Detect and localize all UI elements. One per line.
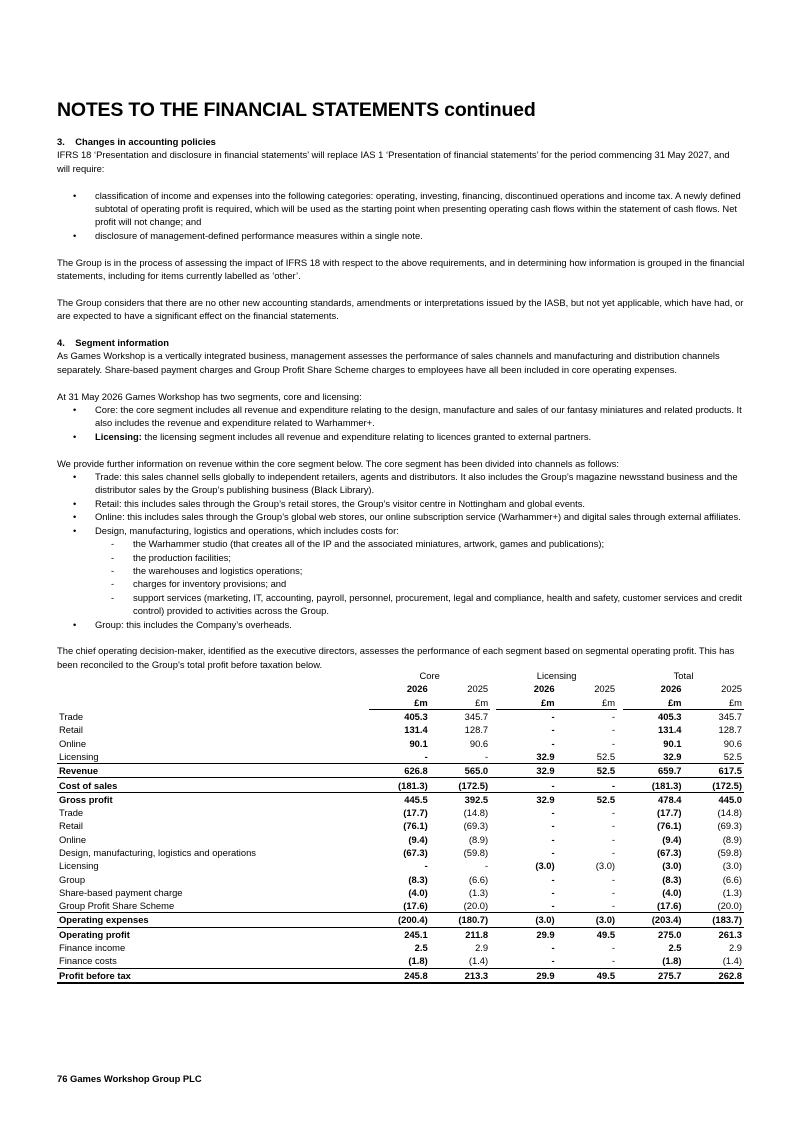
table-row	[57, 806, 744, 819]
table-cell: (172.5)	[430, 778, 490, 792]
year-header-row	[57, 682, 744, 695]
page-title: NOTES TO THE FINANCIAL STATEMENTS continued	[57, 99, 536, 121]
year-header: 2025	[594, 683, 616, 695]
table-cell: -	[551, 737, 555, 749]
table-cell: -	[424, 860, 428, 872]
table-cell: 478.4	[623, 792, 683, 806]
row-label: Retail	[59, 724, 83, 736]
table-cell: (4.0)	[408, 886, 428, 898]
list-item: • Core: the core segment includes all revenue and expenditure relating to the design, manufacture and sales of our fantasy miniatures and related products. It also includes the revenue and expenditure related to Warhammer+.	[57, 403, 745, 430]
table-cell: 262.8	[684, 968, 744, 983]
row-label: Share-based payment charge	[59, 886, 183, 898]
list-item: - support services (marketing, IT, accounting, payroll, personnel, procurement, legal and compliance, health and safety, customer services and credit control) provided to activities across the Group.	[77, 591, 745, 618]
table-cell: -	[551, 886, 555, 898]
list-item	[57, 430, 745, 443]
table-cell: -	[611, 955, 616, 967]
table-cell: 2.9	[475, 942, 489, 954]
table-cell: -	[611, 900, 616, 912]
row-label: Online	[59, 833, 87, 845]
table-cell: (6.6)	[468, 873, 489, 885]
segments-intro: At 31 May 2026 Games Workshop has two segments, core and licensing:	[57, 390, 362, 402]
table-cell: -	[557, 778, 617, 792]
table-cell: 245.8	[369, 968, 429, 983]
table-cell: (1.8)	[662, 955, 682, 967]
table-cell: (3.0)	[662, 860, 682, 872]
segment-table	[57, 669, 744, 984]
table-cell: 128.7	[464, 724, 489, 736]
section-3-paragraph-2: The Group is in the process of assessing the impact of IFRS 18 with respect to the above requirements, and in determining how information is grouped in the financial statements, including for items currently labelled as ‘other’.	[57, 256, 745, 282]
table-cell: (76.1)	[403, 820, 428, 832]
table-row	[57, 859, 744, 872]
ifrs18-requirements-list	[57, 189, 745, 243]
table-cell: (17.7)	[657, 807, 682, 819]
table-cell: -	[611, 833, 616, 845]
group-header-row	[57, 669, 744, 682]
table-cell: -	[551, 942, 555, 954]
table-cell: -	[611, 724, 616, 736]
row-label: Operating expenses	[57, 913, 369, 927]
table-cell: 128.7	[718, 724, 742, 736]
table-cell: 90.1	[409, 737, 428, 749]
table-row	[57, 927, 744, 941]
table-cell: 617.5	[684, 764, 744, 778]
year-header: 2025	[467, 683, 489, 695]
table-row	[57, 886, 744, 899]
group-header-total: Total	[673, 670, 694, 682]
table-row	[57, 736, 744, 749]
table-cell: -	[485, 860, 489, 872]
table-row	[57, 764, 744, 778]
table-row	[57, 750, 744, 764]
design-cost-list	[77, 537, 745, 617]
row-label: Gross profit	[57, 792, 369, 806]
table-cell: -	[611, 886, 616, 898]
list-item: - charges for inventory provisions; and	[77, 577, 745, 590]
table-cell: (6.6)	[722, 873, 742, 885]
table-cell: -	[551, 847, 555, 858]
table-cell: -	[611, 820, 616, 832]
list-item: • Trade: this sales channel sells globally to independent retailers, agents and distributors. It also includes the Group’s magazine newsstand business and the distributor sales by the Group’s publishing business (Black Library).	[57, 470, 745, 497]
design-channel-text: Design, manufacturing, logistics and operations, which includes costs for:	[95, 524, 399, 536]
table-cell: 32.9	[536, 750, 555, 762]
table-cell: -	[551, 955, 555, 967]
table-cell: -	[551, 900, 555, 912]
table-row	[57, 723, 744, 736]
table-cell: 245.1	[369, 927, 429, 941]
row-label: Trade	[59, 710, 84, 722]
table-cell: (181.3)	[369, 778, 429, 792]
segments-list	[57, 403, 745, 443]
table-cell: 445.5	[369, 792, 429, 806]
table-cell: 659.7	[623, 764, 683, 778]
table-row	[57, 954, 744, 968]
table-cell: 405.3	[658, 711, 682, 723]
table-cell: 32.9	[496, 792, 556, 806]
table-cell: 32.9	[496, 764, 556, 778]
table-cell: 345.7	[718, 711, 742, 723]
table-cell: 49.5	[557, 968, 617, 983]
section-4-heading: 4. Segment information	[57, 337, 169, 349]
table-cell: (3.0)	[595, 860, 616, 872]
page-footer: 76 Games Workshop Group PLC	[57, 1073, 202, 1084]
list-item: • classification of income and expenses into the following categories: operating, investing, financing, discontinued operations and income tax. A newly defined subtotal of operating profit is required, which will be used as the starting point when presenting operating cash flows within the statement of cash flows. Net profit will not change; and	[57, 189, 745, 229]
table-row	[57, 819, 744, 832]
table-cell: (76.1)	[657, 820, 682, 832]
unit-header: £m	[623, 696, 683, 710]
table-cell: (1.3)	[468, 886, 489, 898]
table-cell: (1.8)	[408, 955, 428, 967]
table-cell: 52.5	[557, 792, 617, 806]
table-row	[57, 846, 744, 859]
list-item	[57, 524, 745, 618]
table-cell: 392.5	[430, 792, 490, 806]
row-label: Licensing	[59, 860, 99, 872]
table-cell: -	[611, 942, 616, 954]
row-label: Finance costs	[59, 955, 117, 967]
list-item: - the production facilities;	[77, 551, 745, 564]
row-label: Design, manufacturing, logistics and operations	[59, 847, 256, 858]
table-cell: (69.3)	[463, 820, 489, 832]
list-item: • Retail: this includes sales through the Group’s retail stores, the Group’s visitor centre in Nottingham and global events.	[57, 497, 745, 510]
channels-list	[57, 470, 745, 631]
table-cell: 131.4	[658, 724, 682, 736]
table-cell: -	[551, 807, 555, 819]
table-cell: (4.0)	[662, 886, 682, 898]
table-cell: 213.3	[430, 968, 490, 983]
section-4-intro: As Games Workshop is a vertically integrated business, management assesses the performance of sales channels and manufacturing and distribution channels separately. Share-based payment charges and Group Profit Share Scheme charges to employees have all been included in core operating expenses.	[57, 350, 720, 375]
section-3-intro: IFRS 18 ‘Presentation and disclosure in financial statements’ will replace IAS 1 ‘Presentation of financial statements’ for the period commencing 31 May 2027, and will require:	[57, 149, 730, 174]
table-cell: (3.0)	[496, 913, 556, 927]
table-cell: 275.0	[623, 927, 683, 941]
table-cell: -	[551, 833, 555, 845]
table-row	[57, 778, 744, 792]
table-cell: -	[496, 778, 556, 792]
table-cell: 211.8	[430, 927, 490, 941]
year-header: 2025	[721, 683, 742, 695]
table-row	[57, 872, 744, 885]
table-cell: (183.7)	[684, 913, 744, 927]
row-label: Group Profit Share Scheme	[59, 900, 175, 912]
table-cell: 90.6	[723, 737, 742, 749]
table-cell: (17.6)	[657, 900, 682, 912]
table-cell: (20.0)	[717, 900, 742, 912]
table-cell: (67.3)	[403, 847, 428, 858]
table-cell: (17.7)	[403, 807, 428, 819]
list-item: - the Warhammer studio (that creates all of the IP and the associated miniatures, artwork, games and publications);	[77, 537, 745, 550]
table-row	[57, 709, 744, 723]
table-row	[57, 792, 744, 806]
table-cell: (14.8)	[463, 807, 489, 819]
table-cell: 2.9	[728, 942, 742, 954]
table-cell: -	[551, 820, 555, 832]
section-3-heading: 3. Changes in accounting policies	[57, 136, 216, 147]
list-item: • Online: this includes sales through the Group’s global web stores, our online subscription service (Warhammer+) and digital sales through external affiliates.	[57, 510, 745, 523]
table-cell: -	[485, 750, 489, 762]
table-cell: (172.5)	[684, 778, 744, 792]
table-cell: -	[424, 750, 428, 762]
table-cell: -	[611, 711, 616, 723]
table-cell: 29.9	[496, 927, 556, 941]
table-cell: -	[611, 737, 616, 749]
channels-intro: We provide further information on revenue within the core segment below. The core segment has been divided into channels as follows:	[57, 457, 619, 469]
table-cell: (9.4)	[662, 833, 682, 845]
table-cell: 49.5	[557, 927, 617, 941]
row-label: Profit before tax	[57, 968, 369, 983]
unit-header: £m	[369, 696, 429, 710]
unit-header: £m	[430, 696, 490, 710]
table-cell: (9.4)	[408, 833, 428, 845]
table-cell: 52.5	[596, 750, 616, 762]
section-4-closing: The chief operating decision-maker, identified as the executive directors, assesses the performance of each segment based on segmental operating profit. This has been reconciled to the Group’s total profit before taxation below.	[57, 645, 735, 670]
row-label: Retail	[59, 820, 83, 832]
table-cell: 90.6	[469, 737, 489, 749]
table-cell: (3.0)	[535, 860, 555, 872]
table-cell: 2.5	[668, 942, 682, 954]
row-label: Operating profit	[57, 927, 369, 941]
table-cell: (8.9)	[468, 833, 489, 845]
table-cell: (203.4)	[623, 913, 683, 927]
row-label: Licensing	[59, 750, 99, 762]
segment-table-body	[57, 709, 744, 982]
table-cell: (69.3)	[717, 820, 742, 832]
licensing-description: the licensing segment includes all revenue and expenditure relating to licences granted to external partners.	[144, 430, 592, 442]
row-label: Group	[59, 873, 86, 885]
table-cell: 405.3	[404, 711, 428, 723]
table-cell: (8.9)	[722, 833, 742, 845]
table-cell: -	[611, 807, 616, 819]
unit-header: £m	[684, 696, 744, 710]
unit-header: £m	[496, 696, 556, 710]
year-header: 2026	[533, 683, 555, 695]
table-cell: 565.0	[430, 764, 490, 778]
units-header-row	[57, 696, 744, 710]
unit-header: £m	[557, 696, 617, 710]
table-cell: (8.3)	[408, 873, 428, 885]
table-cell: 2.5	[414, 942, 428, 954]
group-header-core: Core	[419, 670, 440, 682]
table-cell: (200.4)	[369, 913, 429, 927]
table-cell: (17.6)	[403, 900, 428, 912]
table-cell: (181.3)	[623, 778, 683, 792]
table-cell: (59.8)	[463, 847, 489, 858]
group-header-licensing: Licensing	[536, 670, 577, 682]
table-cell: (14.8)	[717, 807, 742, 819]
table-cell: -	[611, 847, 616, 858]
table-cell: 52.5	[557, 764, 617, 778]
table-cell: 261.3	[684, 927, 744, 941]
notes-body	[57, 135, 745, 671]
table-cell: 275.7	[623, 968, 683, 983]
section-3-paragraph-3: The Group considers that there are no other new accounting standards, amendments or interpretations issued by the IASB, but not yet applicable, which have had, or are expected to have a significant effect on the financial statements.	[57, 296, 744, 322]
list-item: • disclosure of management-defined performance measures within a single note.	[57, 229, 745, 242]
table-cell: 90.1	[663, 737, 682, 749]
table-cell: 626.8	[369, 764, 429, 778]
table-cell: (1.3)	[722, 886, 742, 898]
table-cell: (3.0)	[557, 913, 617, 927]
table-row	[57, 913, 744, 927]
year-header: 2026	[406, 683, 428, 695]
table-cell: -	[551, 873, 555, 885]
table-cell: (1.4)	[722, 955, 742, 967]
table-cell: 32.9	[663, 750, 682, 762]
row-label: Revenue	[57, 764, 369, 778]
table-cell: 445.0	[684, 792, 744, 806]
table-row	[57, 899, 744, 913]
table-cell: (20.0)	[463, 900, 489, 912]
table-cell: -	[551, 711, 555, 723]
list-item: - the warehouses and logistics operations;	[77, 564, 745, 577]
row-label: Trade	[59, 807, 84, 819]
table-row	[57, 941, 744, 954]
table-row	[57, 968, 744, 983]
table-cell: -	[551, 724, 555, 736]
table-cell: (3.0)	[722, 860, 742, 872]
table-cell: (1.4)	[468, 955, 489, 967]
table-cell: 29.9	[496, 968, 556, 983]
table-cell: -	[611, 873, 616, 885]
row-label: Cost of sales	[57, 778, 369, 792]
table-cell: 52.5	[723, 750, 742, 762]
table-cell: 131.4	[404, 724, 428, 736]
table-cell: (59.8)	[717, 847, 742, 858]
table-cell: (67.3)	[657, 847, 682, 858]
table-row	[57, 833, 744, 846]
licensing-label: Licensing:	[95, 430, 142, 442]
row-label: Online	[59, 737, 87, 749]
row-label: Finance income	[59, 942, 126, 954]
year-header: 2026	[660, 683, 682, 695]
table-cell: (180.7)	[430, 913, 490, 927]
table-cell: 345.7	[464, 711, 489, 723]
list-item: • Group: this includes the Company’s overheads.	[57, 618, 745, 631]
table-cell: (8.3)	[662, 873, 682, 885]
